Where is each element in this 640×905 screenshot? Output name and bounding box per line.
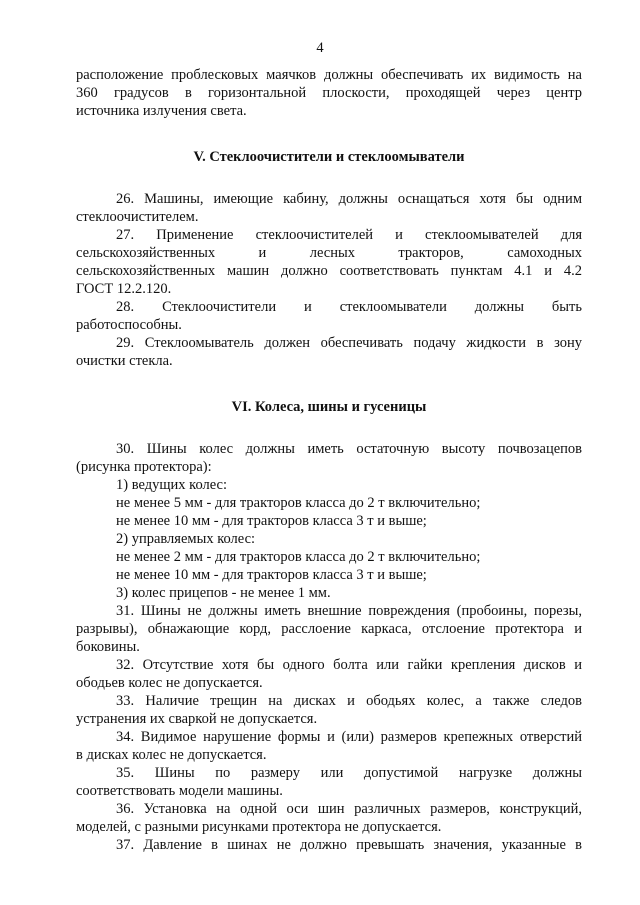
page-number: 4 [316,40,324,56]
text-line: разрывы), обнажающие корд, расслоение каркаса, отслоение протектора и [76,621,582,637]
list-item: не менее 10 мм - для тракторов класса 3 т и выше; [116,567,427,583]
list-item: не менее 5 мм - для тракторов класса до 2 т включительно; [116,495,481,511]
section-heading-v: V. Стеклоочистители и стеклоомыватели [193,149,465,165]
paragraph-34 [76,728,582,764]
text-line: боковины. [76,639,140,655]
text-line: 26. Машины, имеющие кабину, должны оснащаться хотя бы одним [116,191,582,207]
text-line: ободьев колес не допускается. [76,675,263,691]
text-line: 32. Отсутствие хотя бы одного болта или гайки крепления дисков и [116,657,582,673]
paragraph-37 [76,836,582,854]
text-line: устранения их сваркой не допускается. [76,711,318,727]
text-line: стеклоочистителем. [76,209,199,225]
text-line: соответствовать модели машины. [76,783,283,799]
paragraph-33 [76,692,582,728]
list-item: 3) колес прицепов - не менее 1 мм. [116,585,331,601]
list-item: не менее 2 мм - для тракторов класса до 2 т включительно; [116,549,481,565]
text-line: 28. Стеклоочистители и стеклоомыватели должны быть [116,299,582,315]
page-content [76,66,582,854]
text-line: 31. Шины не должны иметь внешние повреждения (пробоины, порезы, [116,603,582,619]
paragraph-35 [76,764,582,800]
text-line: 30. Шины колес должны иметь остаточную высоту почвозацепов [116,441,582,457]
text-line: (рисунка протектора): [76,459,212,475]
text-line: 36. Установка на одной оси шин различных размеров, конструкций, [116,801,582,817]
intro-paragraph [76,66,582,120]
text-line: 35. Шины по размеру или допустимой нагрузке должны [116,765,582,781]
section-heading-vi: VI. Колеса, шины и гусеницы [231,399,427,415]
text-line: 29. Стеклоомыватель должен обеспечивать подачу жидкости в зону [116,335,582,351]
paragraph-30 [76,440,582,602]
paragraph-27 [76,226,582,298]
paragraph-32 [76,656,582,692]
text-line: источника излучения света. [76,103,247,119]
list-item: не менее 10 мм - для тракторов класса 3 т и выше; [116,513,427,529]
text-line: 360 градусов в горизонтальной плоскости, проходящей через центр [76,85,582,101]
text-line: 27. Применение стеклоочистителей и стеклоомывателей для [116,227,582,243]
text-line: работоспособны. [76,317,182,333]
paragraph-28 [76,298,582,334]
text-line: моделей, с разными рисунками протектора не допускается. [76,819,442,835]
text-line: 37. Давление в шинах не должно превышать значения, указанные в [116,837,582,853]
paragraph-29 [76,334,582,370]
list-item: 2) управляемых колес: [116,531,256,547]
text-line: 33. Наличие трещин на дисках и ободьях колес, а также следов [116,693,582,709]
text-line: расположение проблесковых маячков должны обеспечивать их видимость на [76,67,582,83]
paragraph-31 [76,602,582,656]
text-line: сельскохозяйственных машин должно соответствовать пунктам 4.1 и 4.2 [76,263,582,279]
text-line: сельскохозяйственных и лесных тракторов, самоходных [76,245,582,261]
paragraph-26 [76,190,582,226]
text-line: в дисках колес не допускается. [76,747,267,763]
text-line: ГОСТ 12.2.120. [76,281,172,297]
list-item: 1) ведущих колес: [116,477,228,493]
paragraph-36 [76,800,582,836]
text-line: 34. Видимое нарушение формы и (или) размеров крепежных отверстий [116,729,582,745]
text-line: очистки стекла. [76,353,173,369]
